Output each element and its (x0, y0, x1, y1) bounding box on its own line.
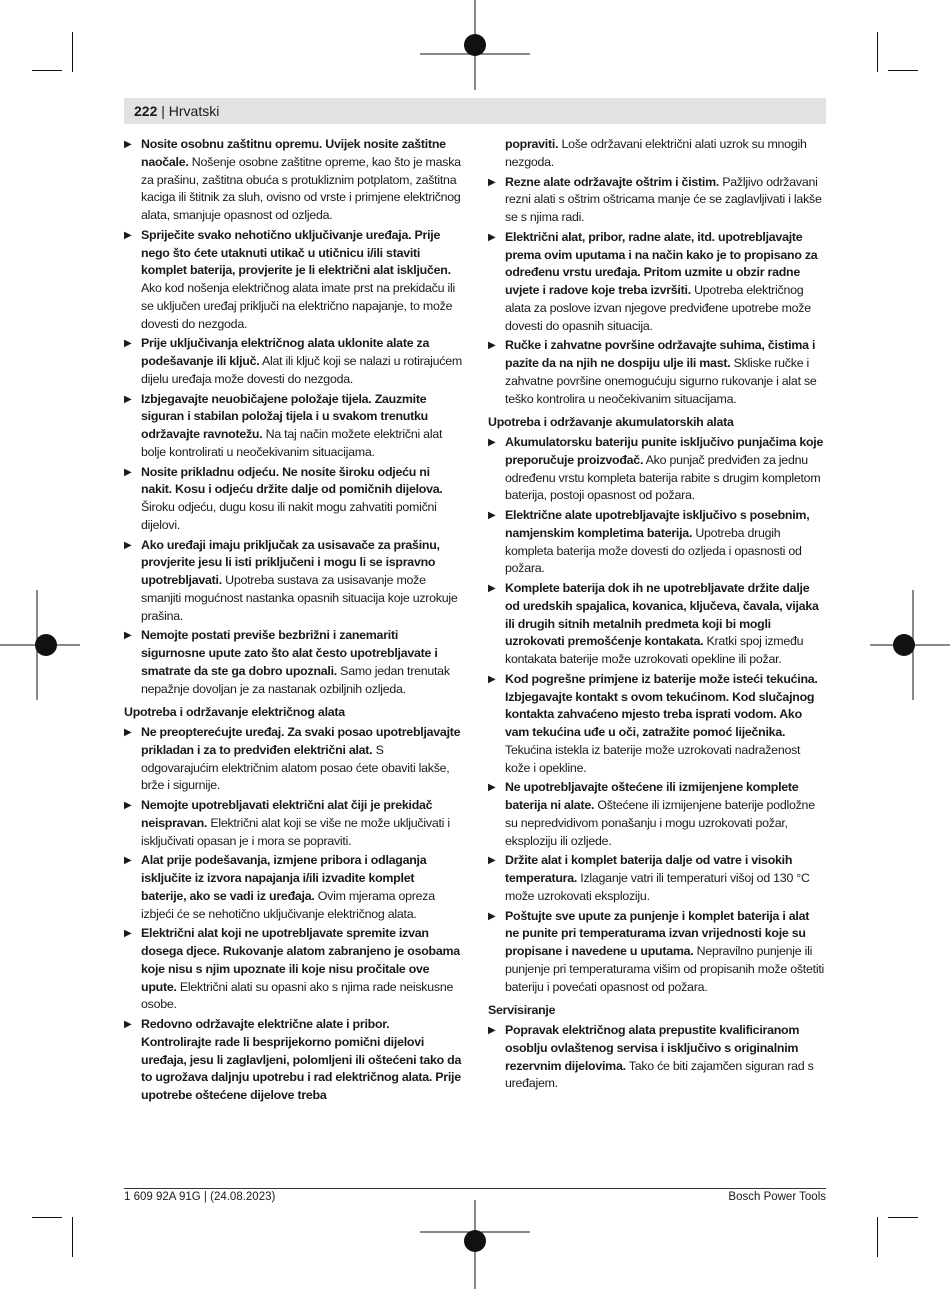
item-bold-text: Izbjegavajte neuobičajene položaje tijela. Zauzmite siguran i stabilan položaj tijela i u svakom trenutku održavajte ravnotežu. (141, 391, 428, 441)
bullet-arrow-icon: ▶ (488, 583, 496, 594)
item-normal-text: Oštećene ili izmijenjene baterije podložne su nepredvidivom ponašanju i mogu uzrokovati požar, eksploziju ili ozljede. (505, 798, 815, 848)
bullet-item (124, 136, 462, 225)
item-bold-text: Poštujte sve upute za punjenje i komplet baterija i alat ne punite pri temperaturama izvan vrijednosti koje su propisane i navedene u uputama. (505, 908, 810, 958)
crop-mark (32, 1217, 62, 1218)
bullet-arrow-icon: ▶ (124, 393, 132, 405)
item-bold-text: Kod pogrešne primjene iz baterije može isteći tekućina. Izbjegavajte kontakt s ovom tekućinom. Kod slučajnog kontakta zahvaćeno mjesto treba isprati vodom. Ako vam tekućina uđe u oči, zatražite pomoć liječnika. (505, 671, 818, 739)
item-normal-text: Tako će biti zajamčen siguran rad s uređajem. (505, 1058, 814, 1091)
section-heading: Upotreba i održavanje akumulatorskih alata (488, 415, 734, 430)
item-normal-text: Loše održavani električni alati uzrok su mnogih nezgoda. (505, 137, 807, 169)
bullet-arrow-icon: ▶ (488, 231, 496, 243)
item-normal-text: Upotreba električnog alata za poslove izvan njegove predviđene upotrebe može dovesti do opasnih situacija. (505, 283, 811, 333)
left-items-a (124, 136, 462, 698)
item-normal-text: Skliske ručke i zahvatne površine onemogućuju sigurno rukovanje i alat se teško kontrolira u neočekivanim situacijama. (505, 356, 817, 406)
bullet-arrow-icon: ▶ (124, 139, 132, 150)
bullet-item (124, 537, 462, 626)
item-normal-text: Nošenje osobne zaštitne opreme, kao što je maska za prašinu, zaštitna obuća s protukliznim potplatom, zaštitna kaciga ili štitnik za sluh, ovisno od vrste i primjene električnog alata, smanjuje opasnost od ozljeda. (141, 154, 461, 222)
right-column (488, 136, 826, 1095)
item-bold-text: Držite alat i komplet baterija dalje od vatre i visokih temperatura. (505, 853, 793, 885)
bullet-item (488, 852, 826, 905)
bullet-item (488, 507, 826, 578)
bullet-item (488, 908, 826, 997)
item-bold-text: Alat prije podešavanja, izmjene pribora i odlaganja isključite iz izvora napajanja i/ili izvadite komplet baterije, ako se vadi iz uređaja. (141, 853, 427, 903)
item-normal-text: Električni alat koji se više ne može uključivati i isključivati opasan je i mora se popraviti. (141, 815, 450, 848)
bullet-item (488, 671, 826, 778)
item-bold-text: Električni alat, pribor, radne alate, itd. upotrebljavajte prema ovim uputama i na način kako je to propisano za određenu vrstu uređaja. Pritom uzmite u obzir radne uvjete i radove koje treba izvršiti. (505, 229, 818, 297)
page-header-band (124, 98, 826, 124)
bullet-arrow-icon: ▶ (124, 229, 132, 241)
item-normal-text: Široku odjeću, dugu kosu ili nakit mogu zahvatiti pomični dijelovi. (141, 500, 437, 532)
bullet-arrow-icon: ▶ (124, 466, 132, 478)
registration-mark-icon (0, 590, 80, 700)
registration-mark-icon (420, 0, 530, 90)
bullet-item (488, 779, 826, 850)
crop-mark (32, 70, 62, 71)
left-column (124, 136, 462, 1107)
item-normal-text: Upotreba drugih kompleta baterija može dovesti do ozljeda i opasnosti od požara. (505, 525, 802, 576)
page-header (134, 102, 219, 120)
item-normal-text: Tekućina istekla iz baterije može uzrokovati nadraženost kože i opekline. (505, 742, 801, 775)
crop-mark (888, 1217, 918, 1218)
bullet-arrow-icon: ▶ (488, 340, 496, 352)
crop-mark (877, 1217, 878, 1257)
item-normal-text: Izlaganje vatri ili temperaturi višoj od 130 °C može uzrokovati eksploziju. (505, 871, 810, 903)
bullet-item (124, 852, 462, 923)
bullet-arrow-icon: ▶ (124, 855, 132, 867)
crop-mark (888, 70, 918, 71)
section-heading: Upotreba i održavanje električnog alata (124, 705, 345, 720)
item-bold-text: Električni alat koji ne upotrebljavate spremite izvan dosega djece. Rukovanje alatom zabranjeno je osobama koje nisu s njim upoznate ili koje nisu pročitale ove upute. (141, 926, 460, 994)
bullet-arrow-icon: ▶ (124, 1019, 132, 1030)
bullet-item (124, 1016, 462, 1105)
registration-mark-icon (420, 1200, 530, 1289)
section-heading: Servisiranje (488, 1003, 556, 1018)
header-separator: | (157, 103, 169, 119)
item-bold-text: Popravak električnog alata prepustite kvalificiranom osoblju ovlaštenog servisa i isključivo s originalnim rezervnim dijelovima. (505, 1023, 800, 1073)
page-number: 222 (134, 103, 158, 119)
bullet-arrow-icon: ▶ (488, 910, 496, 922)
bullet-item (488, 229, 826, 336)
bullet-arrow-icon: ▶ (488, 176, 496, 188)
bullet-arrow-icon: ▶ (488, 510, 496, 521)
bullet-arrow-icon: ▶ (124, 928, 132, 940)
bullet-arrow-icon: ▶ (124, 338, 132, 350)
bullet-item (124, 925, 462, 1014)
bullet-arrow-icon: ▶ (488, 782, 496, 794)
item-normal-text: Upotreba sustava za usisavanje može smanjiti mogućnost nastanka opasnih situacija koje uzrokuje prašina. (141, 573, 458, 623)
bullet-arrow-icon: ▶ (124, 800, 132, 811)
bullet-arrow-icon: ▶ (488, 1025, 496, 1036)
item-bold-text: Ne preopterećujte uređaj. Za svaki posao upotrebljavajte prikladan i za to predviđen električni alat. (141, 725, 461, 757)
bullet-item (488, 337, 826, 408)
bullet-arrow-icon: ▶ (488, 673, 496, 685)
bullet-arrow-icon: ▶ (124, 630, 132, 642)
header-language: Hrvatski (168, 103, 220, 119)
item-bold-text: Električne alate upotrebljavajte isključivo s posebnim, namjenskim kompletima baterija. (505, 508, 810, 540)
bullet-arrow-icon: ▶ (124, 539, 132, 551)
item-bold-text: Spriječite svako nehotično uključivanje uređaja. Prije nego što ćete utaknuti utikač u utičnicu i/ili staviti komplet baterija, provjerite je li električni alat isključen. (141, 227, 451, 278)
bullet-item (124, 227, 462, 334)
item-bold-text: popraviti. (505, 137, 559, 151)
bullet-item (124, 627, 462, 698)
bullet-arrow-icon: ▶ (488, 855, 496, 867)
bullet-item (124, 464, 462, 535)
bullet-item (124, 724, 462, 795)
bullet-arrow-icon: ▶ (124, 727, 132, 738)
crop-mark (72, 1217, 73, 1257)
item-normal-text: Kratki spoj između kontakata baterije može uzrokovati opekline ili požar. (505, 634, 804, 666)
item-bold-text: Akumulatorsku bateriju punite isključivo punjačima koje preporučuje proizvođač. (505, 435, 824, 467)
right-items-c (488, 1022, 826, 1093)
item-bold-text: Nemojte upotrebljavati električni alat čiji je prekidač neispravan. (141, 798, 433, 830)
item-normal-text: Alat ili ključ koji se nalazi u rotirajućem dijelu uređaja može dovesti do nezgoda. (141, 354, 462, 386)
item-normal-text: Nepravilno punjenje ili punjenje pri temperaturama višim od propisanih može oštetiti bateriju i povećati opasnost od požara. (505, 944, 825, 994)
continued-paragraph (488, 136, 826, 172)
item-normal-text: Ako kod nošenja električnog alata imate prst na prekidaču ili se uključen uređaj priključi na električno napajanje, to može dovesti do nezgoda. (141, 281, 455, 331)
item-normal-text: Električni alati su opasni ako s njima rade neiskusne osobe. (141, 979, 454, 1012)
item-bold-text: Nosite osobnu zaštitnu opremu. Uvijek nosite zaštitne naočale. (141, 137, 446, 169)
right-items-a (488, 174, 826, 409)
item-bold-text: Nemojte postati previše bezbrižni i zanemariti sigurnosne upute zato što alat često upotrebljavate i smatrate da ste ga dobro upoznali. (141, 628, 438, 678)
registration-mark-icon (870, 590, 950, 700)
footer-brand: Bosch Power Tools (728, 1191, 826, 1203)
footer-doc-code: 1 609 92A 91G | (24.08.2023) (124, 1191, 276, 1203)
bullet-item (488, 1022, 826, 1093)
bullet-item (488, 434, 826, 505)
bullet-item (488, 174, 826, 227)
item-normal-text: Na taj način možete električni alat bolje kontrolirati u neočekivanim situacijama. (141, 427, 443, 459)
item-bold-text: Ručke i zahvatne površine održavajte suhima, čistima i pazite da na njih ne dospiju ulje ili mast. (505, 338, 816, 370)
bullet-item (124, 391, 462, 462)
item-normal-text: Pažljivo održavani rezni alati s oštrim oštricama manje će se zaglavljivati i lakše se s njima radi. (505, 174, 822, 224)
item-normal-text: S odgovarajućim električnim alatom posao ćete obaviti lakše, brže i sigurnije. (141, 742, 450, 793)
item-bold-text: Ako uređaji imaju priključak za usisavače za prašinu, provjerite jesu li isti priključeni i mogu li se ispravno upotrebljavati. (141, 537, 440, 587)
item-bold-text: Prije uključivanja električnog alata uklonite alate za podešavanje ili ključ. (141, 336, 430, 368)
item-bold-text: Rezne alate održavajte oštrim i čistim. (505, 174, 720, 189)
item-bold-text: Komplete baterija dok ih ne upotrebljavate držite dalje od uredskih spajalica, kovanica, ključeva, čavala, vijaka ili drugih sitnih metalnih predmeta koji bi mogli uzrokovati premošćenje kontakata. (505, 581, 819, 649)
left-items-b (124, 724, 462, 1105)
item-normal-text: Ako punjač predviđen za jednu određenu vrstu kompleta baterija rabite s drugim kompletom baterija, postoji opasnost od požara. (505, 452, 821, 503)
bullet-arrow-icon: ▶ (488, 437, 496, 448)
crop-mark (877, 32, 878, 72)
bullet-item (124, 797, 462, 850)
item-normal-text: Ovim mjerama opreza izbjeći će se nehotično uključivanje električnog alata. (141, 888, 435, 921)
item-normal-text: Samo jedan trenutak nepažnje dovoljan je za nastanak ozbiljnih ozljeda. (141, 663, 450, 696)
item-bold-text: Redovno održavajte električne alate i pribor. Kontrolirajte rade li besprijekorno pomični dijelovi uređaja, jesu li zaglavljeni, polomljeni ili oštećeni tako da to ugrožava daljnju upotrebu i rad električnog alata. Prije upotrebe oštećene dijelove treba (141, 1017, 462, 1102)
bullet-item (488, 580, 826, 669)
crop-mark (72, 32, 73, 72)
bullet-item (124, 335, 462, 388)
footer-rule (124, 1188, 826, 1189)
item-bold-text: Ne upotrebljavajte oštećene ili izmijenjene komplete baterija ni alate. (505, 780, 799, 812)
right-items-b (488, 434, 826, 996)
item-bold-text: Nosite prikladnu odjeću. Ne nosite široku odjeću ni nakit. Kosu i odjeću držite dalje od pomičnih dijelova. (141, 464, 443, 497)
